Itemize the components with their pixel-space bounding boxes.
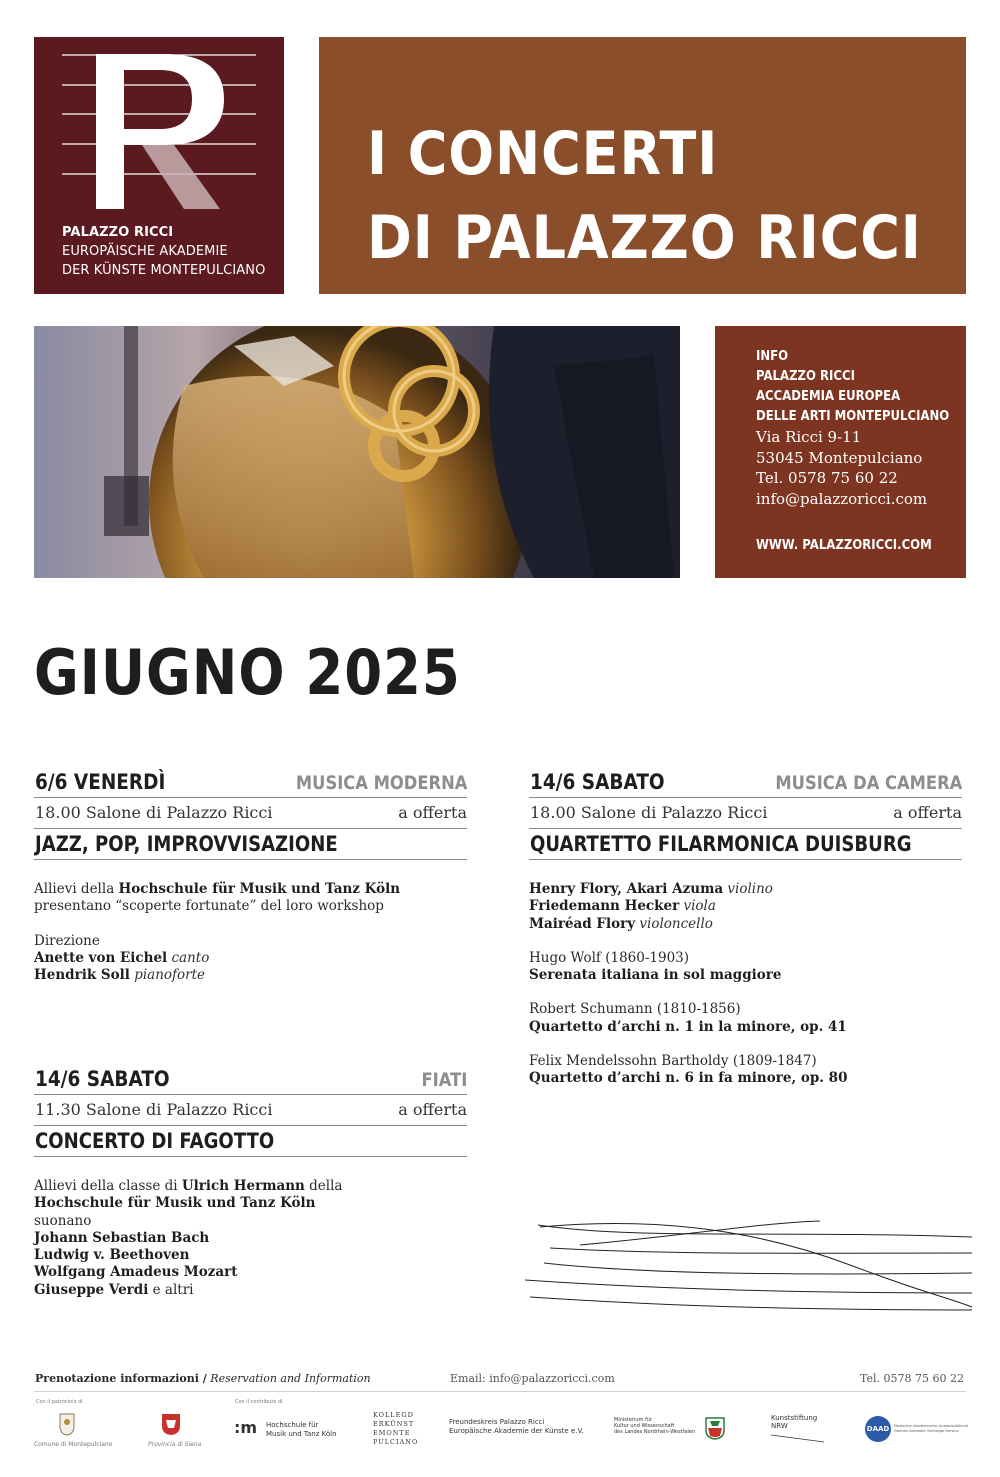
kolleg-line-4: PULCIANO bbox=[373, 1438, 419, 1446]
performer-role: canto bbox=[171, 949, 210, 966]
event-category: MUSICA DA CAMERA bbox=[775, 772, 962, 794]
event-description bbox=[34, 1178, 467, 1299]
info-heading: INFO bbox=[756, 349, 789, 364]
event-price: a offerta bbox=[893, 803, 962, 822]
nrw-crest-icon bbox=[704, 1416, 726, 1444]
freundeskreis-logo bbox=[449, 1418, 584, 1436]
performer-name: Hendrik Soll bbox=[34, 967, 130, 984]
logo-line-2: EUROPÄISCHE AKADEMIE bbox=[62, 244, 228, 259]
event-time-place: 18.00 Salone di Palazzo Ricci bbox=[530, 803, 768, 822]
intro-text: della bbox=[304, 1178, 343, 1194]
freundeskreis-line-2: Europäische Akademie der Künste e.V. bbox=[449, 1427, 584, 1435]
direction-label: Direzione bbox=[34, 932, 100, 949]
provincia-crest-icon bbox=[160, 1412, 182, 1440]
event-title: QUARTETTO FILARMONICA DUISBURG bbox=[530, 832, 912, 856]
daad-line-1: Deutscher Akademischer Austauschdienst bbox=[894, 1424, 968, 1428]
logo-line-3: DER KÜNSTE MONTEPULCIANO bbox=[62, 263, 266, 278]
kolleg-line-3: EMONTE bbox=[373, 1429, 411, 1437]
reservation-english: Reservation and Information bbox=[210, 1372, 371, 1385]
footer-divider bbox=[34, 1391, 966, 1392]
performer-name: Henry Flory, Akari Azuma bbox=[529, 881, 724, 897]
intro-text-2: presentano “scoperte fortunate” del loro workshop bbox=[34, 898, 384, 915]
school-name: Hochschule für Musik und Tanz Köln bbox=[118, 881, 401, 897]
event-3 bbox=[34, 1065, 467, 1299]
event-description bbox=[529, 881, 962, 1088]
provincia-label: Provincia di Siena bbox=[148, 1441, 202, 1448]
palazzo-ricci-logo bbox=[34, 37, 284, 294]
event-title: CONCERTO DI FAGOTTO bbox=[35, 1129, 275, 1153]
performer-role: violoncello bbox=[639, 915, 713, 932]
event-time-place: 11.30 Salone di Palazzo Ricci bbox=[35, 1100, 273, 1119]
composer-name: Johann Sebastian Bach bbox=[34, 1229, 210, 1246]
teacher-name: Ulrich Hermann bbox=[181, 1178, 305, 1194]
performer-name: Mairéad Flory bbox=[529, 915, 636, 932]
event-price: a offerta bbox=[398, 803, 467, 822]
work-title: Quartetto d’archi n. 6 in fa minore, op. 80 bbox=[529, 1070, 848, 1087]
kunststiftung-underline bbox=[770, 1432, 826, 1444]
hfmt-logo-text bbox=[266, 1421, 337, 1439]
kunststiftung-logo bbox=[771, 1414, 817, 1430]
info-tel: Tel. 0578 75 60 22 bbox=[756, 469, 898, 487]
composer: Robert Schumann (1810-1856) bbox=[529, 1001, 741, 1018]
event-price: a offerta bbox=[398, 1100, 467, 1119]
composer: Felix Mendelssohn Bartholdy (1809-1847) bbox=[529, 1053, 817, 1070]
composer-rest: e altri bbox=[148, 1281, 194, 1298]
work-title: Quartetto d’archi n. 1 in la minore, op. 41 bbox=[529, 1018, 847, 1035]
nrw-ministry-logo bbox=[614, 1417, 695, 1435]
logo-text bbox=[62, 223, 265, 280]
event-date: 14/6 SABATO bbox=[530, 770, 665, 794]
event-category: FIATI bbox=[421, 1069, 467, 1091]
comune-label: Comune di Montepulciano bbox=[34, 1441, 113, 1448]
kunststiftung-line-1: Kunststiftung bbox=[771, 1414, 818, 1422]
event-2 bbox=[529, 768, 962, 1088]
event-1 bbox=[34, 768, 467, 984]
event-date: 14/6 SABATO bbox=[35, 1067, 170, 1091]
info-box bbox=[715, 326, 966, 578]
event-time-place: 18.00 Salone di Palazzo Ricci bbox=[35, 803, 273, 822]
daad-logo-mark: DAAD bbox=[865, 1416, 891, 1442]
info-org-1: PALAZZO RICCI bbox=[756, 369, 855, 384]
composer-name: Wolfgang Amadeus Mozart bbox=[34, 1264, 238, 1281]
performer-role: violino bbox=[727, 881, 773, 897]
footer-reservation bbox=[35, 1372, 371, 1385]
nrw-line-3: des Landes Nordrhein-Westfalen bbox=[614, 1429, 695, 1435]
kolleg-logo bbox=[373, 1411, 418, 1447]
reservation-italian: Prenotazione informazioni / bbox=[35, 1372, 207, 1385]
event-category: MUSICA MODERNA bbox=[295, 772, 467, 794]
comune-crest-icon bbox=[58, 1412, 76, 1440]
nrw-line-1: Ministerium für bbox=[614, 1417, 652, 1423]
patronage-label: Con il patrocinio di bbox=[36, 1399, 83, 1405]
contribution-label: Con il contributo di bbox=[235, 1399, 283, 1405]
footer-tel: Tel. 0578 75 60 22 bbox=[860, 1372, 964, 1385]
event-title: JAZZ, POP, IMPROVVISAZIONE bbox=[35, 832, 338, 856]
hfmt-line-2: Musik und Tanz Köln bbox=[266, 1430, 337, 1438]
daad-line-2: German Academic Exchange Service bbox=[894, 1428, 959, 1433]
composer: Hugo Wolf (1860-1903) bbox=[529, 949, 690, 966]
hfmt-logo-mark: :m bbox=[234, 1418, 258, 1437]
composer-name: Giuseppe Verdi bbox=[34, 1281, 149, 1298]
kunststiftung-line-2: NRW bbox=[771, 1422, 788, 1430]
performer-name: Anette von Eichel bbox=[34, 949, 168, 966]
freundeskreis-line-1: Freundeskreis Palazzo Ricci bbox=[449, 1418, 545, 1426]
daad-logo-text bbox=[894, 1424, 968, 1433]
info-org-3: DELLE ARTI MONTEPULCIANO bbox=[756, 409, 950, 424]
title-line-2: DI PALAZZO RICCI bbox=[367, 203, 922, 273]
month-heading: GIUGNO 2025 bbox=[34, 636, 461, 709]
performer-role: pianoforte bbox=[134, 967, 206, 984]
kolleg-line-2: ERKÜNST bbox=[373, 1420, 415, 1428]
intro-text: Allievi della classe di bbox=[34, 1178, 182, 1194]
horn-reflection-image bbox=[34, 326, 680, 578]
title-banner bbox=[319, 37, 966, 294]
performer-name: Friedemann Hecker bbox=[529, 898, 680, 915]
horn-photo bbox=[34, 326, 680, 578]
info-email[interactable]: info@palazzoricci.com bbox=[756, 489, 928, 508]
info-city: 53045 Montepulciano bbox=[756, 448, 923, 467]
nrw-line-2: Kultur und Wissenschaft bbox=[614, 1423, 675, 1429]
intro-text: Allievi della bbox=[34, 881, 119, 897]
kolleg-line-1: KOLLEGD bbox=[373, 1411, 414, 1419]
work-title: Serenata italiana in sol maggiore bbox=[529, 967, 782, 984]
logo-name: PALAZZO RICCI bbox=[62, 225, 174, 240]
school-name: Hochschule für Musik und Tanz Köln bbox=[34, 1195, 316, 1212]
title-line-1: I CONCERTI bbox=[367, 119, 719, 189]
info-org-2: ACCADEMIA EUROPEA bbox=[756, 389, 901, 404]
composer-name: Ludwig v. Beethoven bbox=[34, 1247, 190, 1264]
event-description bbox=[34, 881, 467, 984]
hfmt-line-1: Hochschule für bbox=[266, 1421, 319, 1429]
info-website[interactable]: WWW. PALAZZORICCI.COM bbox=[756, 538, 932, 553]
event-date: 6/6 VENERDÌ bbox=[35, 770, 166, 794]
performer-role: viola bbox=[683, 898, 716, 915]
footer-email[interactable]: Email: info@palazzoricci.com bbox=[450, 1372, 615, 1385]
intro-text: suonano bbox=[34, 1212, 92, 1229]
info-street: Via Ricci 9-11 bbox=[756, 428, 862, 446]
decorative-staff-lines bbox=[520, 1215, 980, 1320]
